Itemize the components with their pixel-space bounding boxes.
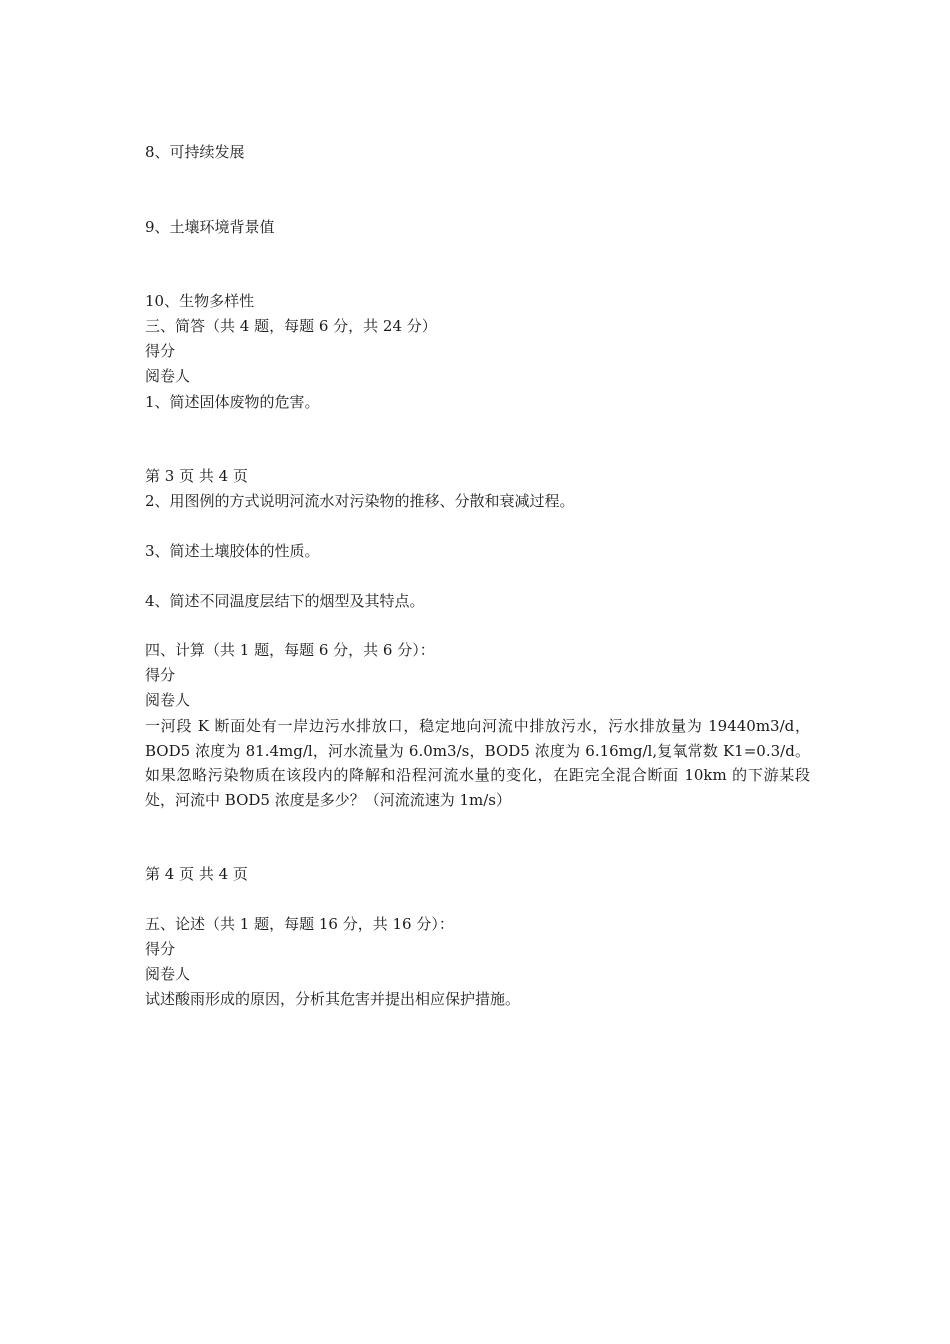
essay-question: 试述酸雨形成的原因，分析其危害并提出相应保护措施。: [145, 990, 521, 1008]
term-soil-background-value: 9、土壤环境背景值: [145, 218, 275, 236]
question-4: 4、简述不同温度层结下的烟型及其特点。: [145, 592, 425, 610]
page-number: 第 3 页 共 4 页: [145, 467, 248, 485]
reviewer-label: 阅卷人: [145, 965, 191, 983]
question-1: 1、简述固体废物的危害。: [145, 393, 320, 411]
reviewer-label: 阅卷人: [145, 367, 191, 385]
score-label: 得分: [145, 666, 176, 684]
reviewer-label: 阅卷人: [145, 691, 191, 709]
section-essay-heading: 五、论述（共 1 题，每题 16 分，共 16 分）：: [145, 915, 454, 933]
section-calculation-heading: 四、计算（共 1 题，每题 6 分，共 6 分）：: [145, 641, 435, 659]
question-3: 3、简述土壤胶体的性质。: [145, 542, 320, 560]
question-2: 2、用图例的方式说明河流水对污染物的推移、分散和衰减过程。: [145, 492, 575, 510]
calculation-problem: 一河段 K 断面处有一岸边污水排放口，稳定地向河流中排放污水，污水排放量为 19440m3/d，BOD5 浓度为 81.4mg/l，河水流量为 6.0m3/s，BOD5 浓度为 6.16mg/l,复氧常数 K1=0.3/d。如果忽略污染物质在该段内的降解和沿程河流水量的变化，在距完全混合断面 10km 的下游某段处，河流中 BOD5 浓度是多少？（河流流速为 1m/s）: [145, 717, 810, 809]
score-label: 得分: [145, 940, 176, 958]
section-short-answer-heading: 三、简答（共 4 题，每题 6 分，共 24 分）: [145, 317, 437, 335]
term-sustainable-development: 8、可持续发展: [145, 143, 245, 161]
score-label: 得分: [145, 342, 176, 360]
term-biodiversity: 10、生物多样性: [145, 292, 255, 310]
page-number: 第 4 页 共 4 页: [145, 865, 248, 883]
